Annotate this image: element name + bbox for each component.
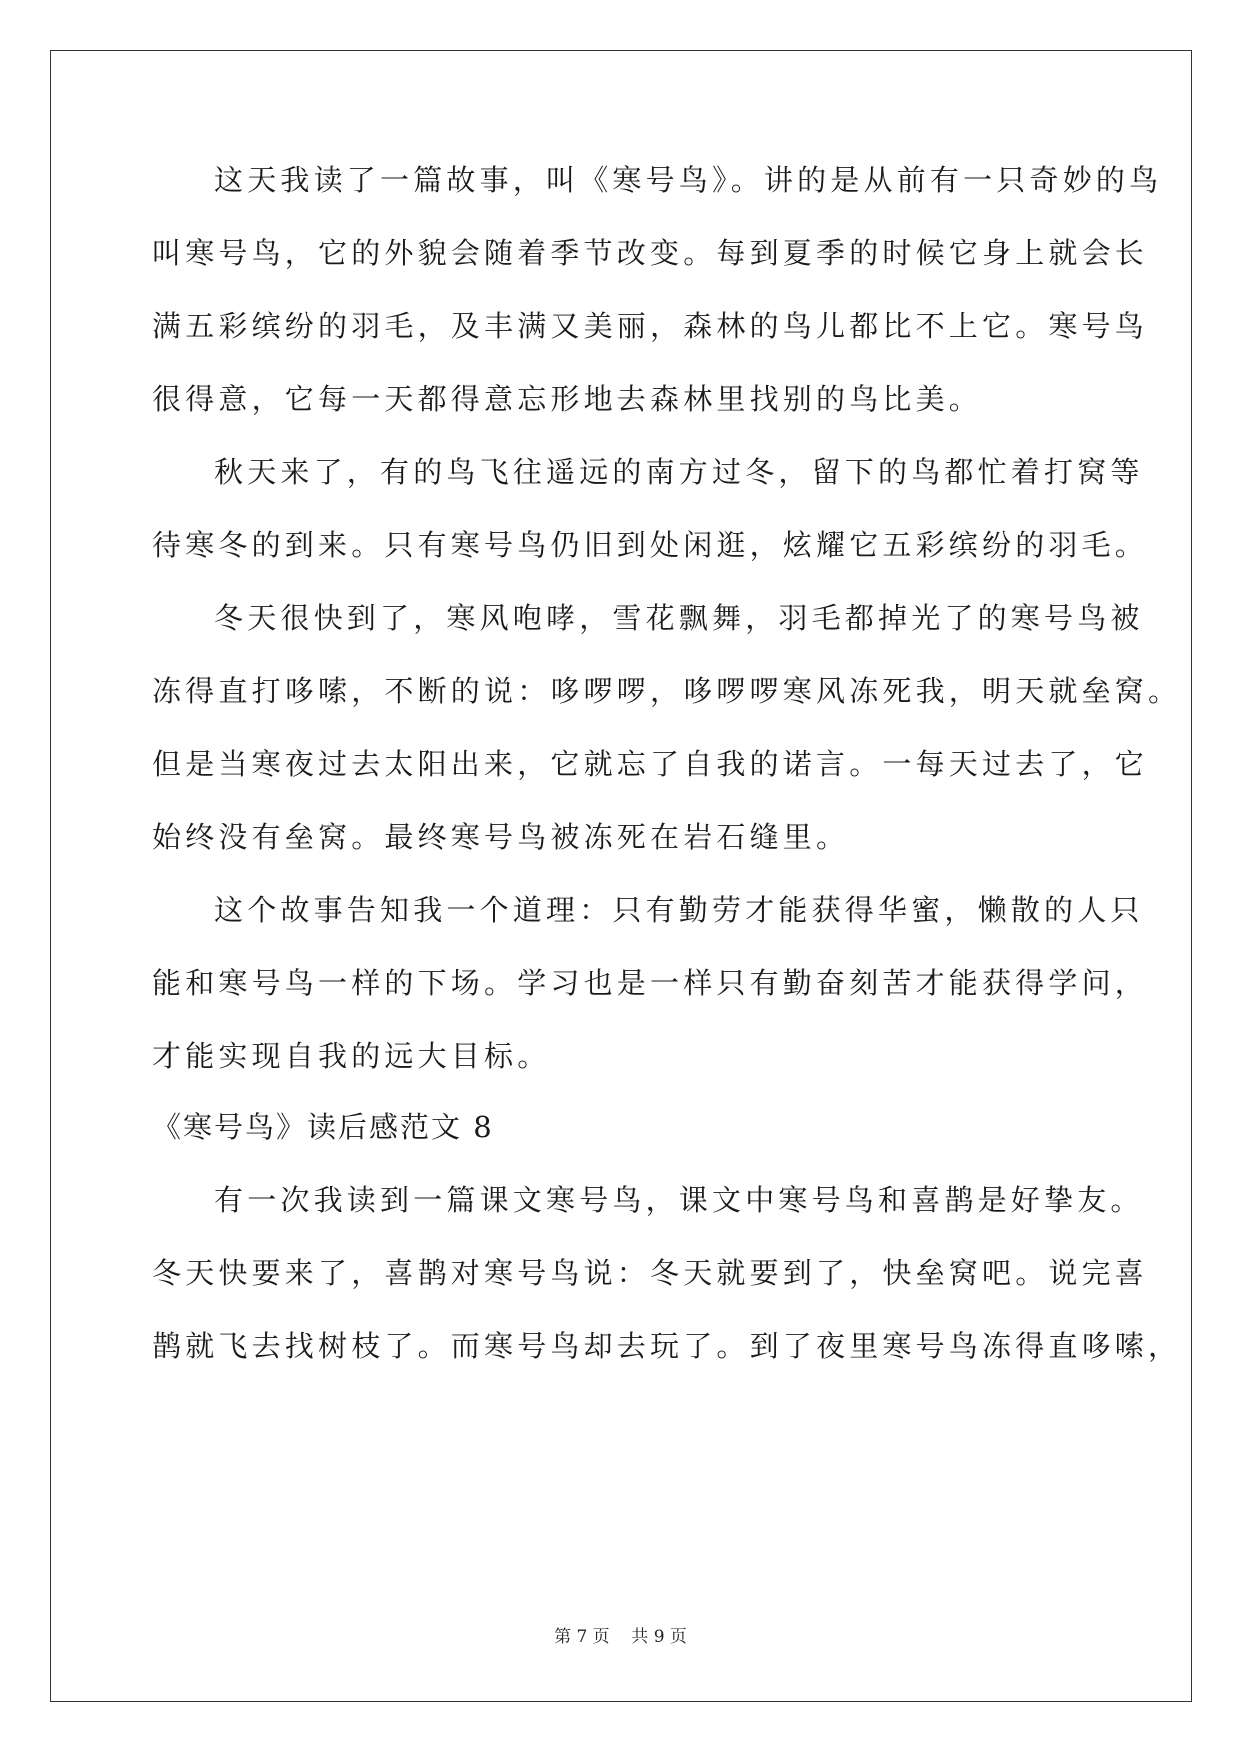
section-heading: 《寒号鸟》读后感范文 8 bbox=[152, 1110, 494, 1144]
text-line: 秋天来了，有的鸟飞往遥远的南方过冬，留下的鸟都忙着打窝等 bbox=[214, 455, 1144, 489]
text-line: 才能实现自我的远大目标。 bbox=[152, 1039, 551, 1073]
text-line: 满五彩缤纷的羽毛，及丰满又美丽，森林的鸟儿都比不上它。寒号鸟 bbox=[152, 309, 1149, 343]
text-line: 叫寒号鸟，它的外貌会随着季节改变。每到夏季的时候它身上就会长 bbox=[152, 236, 1149, 270]
text-line: 很得意，它每一天都得意忘形地去森林里找别的鸟比美。 bbox=[152, 382, 983, 416]
text-line: 这个故事告知我一个道理：只有勤劳才能获得华蜜，懒散的人只 bbox=[214, 893, 1144, 927]
text-line: 这天我读了一篇故事，叫《寒号鸟》。讲的是从前有一只奇妙的鸟 bbox=[214, 163, 1163, 197]
text-line: 鹊就飞去找树枝了。而寒号鸟却去玩了。到了夜里寒号鸟冻得直哆嗦， bbox=[152, 1329, 1182, 1363]
page-border bbox=[50, 50, 1192, 1702]
text-line: 冬天很快到了，寒风咆哮，雪花飘舞，羽毛都掉光了的寒号鸟被 bbox=[214, 601, 1144, 635]
text-line: 能和寒号鸟一样的下场。学习也是一样只有勤奋刻苦才能获得学问， bbox=[152, 966, 1149, 1000]
text-line: 有一次我读到一篇课文寒号鸟，课文中寒号鸟和喜鹊是好挚友。 bbox=[214, 1183, 1144, 1217]
text-line: 始终没有垒窝。最终寒号鸟被冻死在岩石缝里。 bbox=[152, 820, 850, 854]
page-number-footer: 第 7 页 共 9 页 bbox=[554, 1627, 687, 1647]
text-line: 但是当寒夜过去太阳出来，它就忘了自我的诺言。一每天过去了，它 bbox=[152, 747, 1149, 781]
text-line: 待寒冬的到来。只有寒号鸟仍旧到处闲逛，炫耀它五彩缤纷的羽毛。 bbox=[152, 528, 1149, 562]
text-line: 冻得直打哆嗦，不断的说：哆啰啰，哆啰啰寒风冻死我，明天就垒窝。 bbox=[152, 674, 1182, 708]
text-line: 冬天快要来了，喜鹊对寒号鸟说：冬天就要到了，快垒窝吧。说完喜 bbox=[152, 1256, 1149, 1290]
